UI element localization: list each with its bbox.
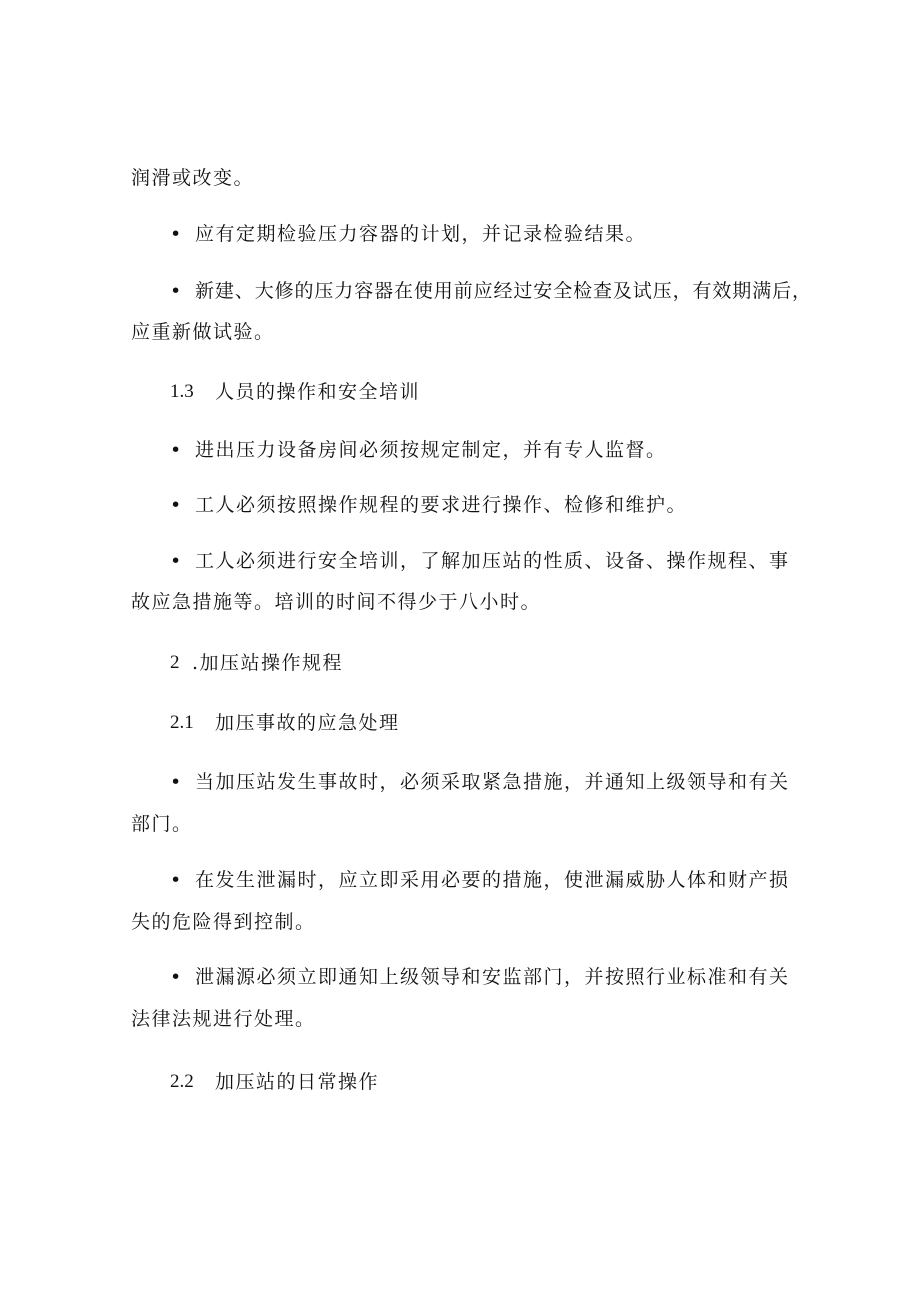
bullet-item-text: 工人必须进行安全培训，了解加压站的性质、设备、操作规程、事	[195, 550, 790, 572]
bullet-marker: •	[170, 966, 182, 988]
bullet-item-text-continuation: 应重新做试验。	[131, 321, 275, 343]
bullet-item-text: 泄漏源必须立即通知上级领导和安监部门，并按照行业标准和有关	[195, 966, 790, 988]
bullet-item-text: 应有定期检验压力容器的计划，并记录检验结果。	[195, 223, 647, 245]
bullet-item-text: 新建、大修的压力容器在使用前应经过安全检查及试压，有效期满后，	[195, 280, 812, 302]
bullet-marker: •	[170, 280, 182, 302]
bullet-marker: •	[170, 869, 182, 891]
bullet-item-text-continuation: 故应急措施等。培训的时间不得少于八小时。	[131, 591, 542, 613]
section-heading: 加压事故的应急处理	[215, 712, 400, 734]
bullet-item-text: 进出压力设备房间必须按规定制定，并有专人监督。	[195, 439, 667, 461]
bullet-item-text: 工人必须按照操作规程的要求进行操作、检修和维护。	[195, 494, 688, 516]
section-number: 2.1	[170, 712, 194, 733]
bullet-item-text-continuation: 部门。	[131, 813, 193, 835]
section-heading: 人员的操作和安全培训	[215, 381, 421, 403]
section-number: 2	[170, 652, 180, 673]
bullet-marker: •	[170, 550, 182, 572]
bullet-marker: •	[170, 771, 182, 793]
bullet-marker: •	[170, 494, 182, 516]
section-heading: 加压站的日常操作	[215, 1071, 380, 1093]
bullet-item-text-continuation: 失的危险得到控制。	[131, 911, 316, 933]
section-heading: .加压站操作规程	[192, 652, 344, 674]
bullet-marker: •	[170, 223, 182, 245]
bullet-item-text-continuation: 法律法规进行处理。	[131, 1008, 316, 1030]
paragraph-continuation: 润滑或改变。	[131, 167, 255, 189]
section-number: 2.2	[170, 1071, 194, 1092]
section-number: 1.3	[170, 381, 194, 402]
bullet-item-text: 在发生泄漏时，应立即采用必要的措施，使泄漏威胁人体和财产损	[195, 869, 790, 891]
bullet-marker: •	[170, 439, 182, 461]
bullet-item-text: 当加压站发生事故时，必须采取紧急措施，并通知上级领导和有关	[195, 771, 790, 793]
